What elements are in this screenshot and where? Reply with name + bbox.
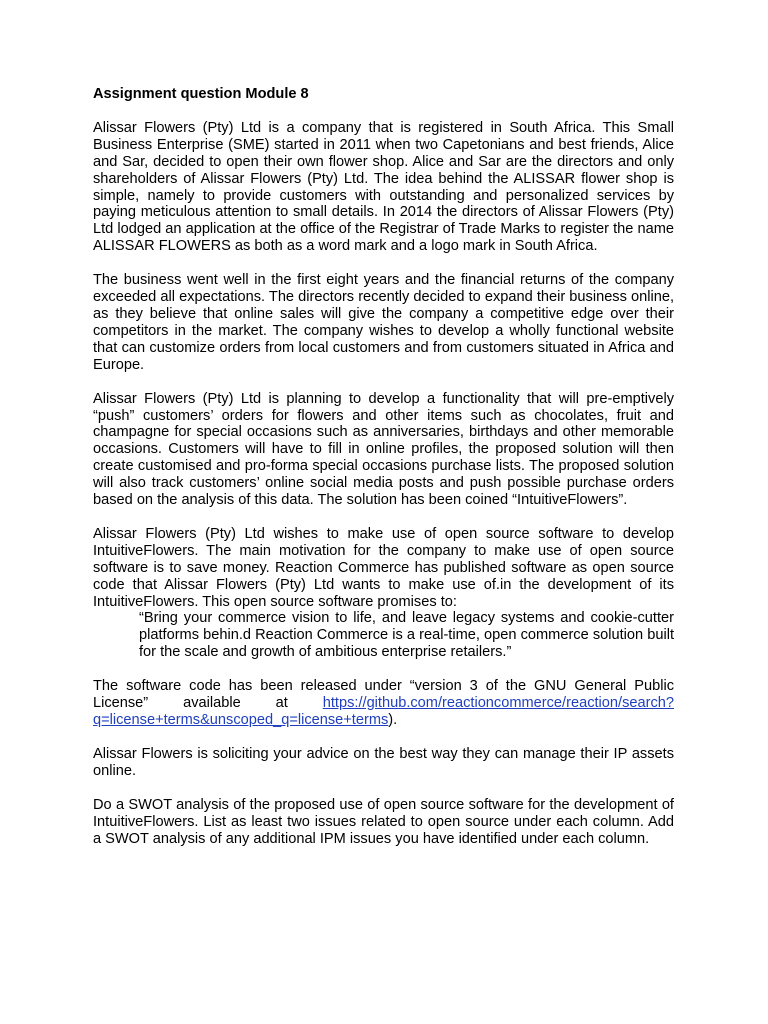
paragraph-swot-instructions: Do a SWOT analysis of the proposed use of open source software for the development of IntuitiveFlowers. List as least two issues related to open source under each column. Add a SWOT analysis of any additional IPM issues you have identified under each column. xyxy=(93,796,674,847)
document-page xyxy=(93,86,674,864)
paragraph-business-expansion: The business went well in the first eight years and the financial returns of the company exceeded all expectations. The directors recently decided to expand their business online, as they believe that online sales will give the company a competitive edge over their competitors in the market. The company wishes to develop a wholly functional website that can customize orders from local customers and from customers situated in Africa and Europe. xyxy=(93,272,674,373)
reaction-commerce-quote: “Bring your commerce vision to life, and leave legacy systems and cookie-cutter platforms behin.d Reaction Commerce is a real-time, open commerce solution built for the scale and growth of ambitious enterprise retailers.” xyxy=(139,610,674,661)
paragraph-advice-request: Alissar Flowers is soliciting your advice on the best way they can manage their IP assets online. xyxy=(93,745,674,779)
paragraph-intuitiveflowers-functionality: Alissar Flowers (Pty) Ltd is planning to develop a functionality that will pre-emptively “push” customers’ orders for flowers and other items such as chocolates, fruit and champagne for special occasions such as anniversaries, birthdays and other memorable occasions. Customers will have to fill in online profiles, the proposed solution will then create customised and pro-forma special occasions purchase lists. The proposed solution will also track customers’ online social media posts and push possible purchase orders based on the analysis of this data. The solution has been coined “IntuitiveFlowers”. xyxy=(93,390,674,509)
paragraph-company-background: Alissar Flowers (Pty) Ltd is a company that is registered in South Africa. This Small Business Enterprise (SME) started in 2011 when two Capetonians and best friends, Alice and Sar, decided to open their own flower shop. Alice and Sar are the directors and only shareholders of Alissar Flowers (Pty) Ltd. The idea behind the ALISSAR flower shop is simple, namely to provide customers with outstanding and personalized services by paying meticulous attention to small details. In 2014 the directors of Alissar Flowers (Pty) Ltd lodged an application at the office of the Registrar of Trade Marks to register the name ALISSAR FLOWERS as both as a word mark and a logo mark in South Africa. xyxy=(93,119,674,255)
license-text: The software code has been released under “version 3 of the GNU General Public License” available at xyxy=(93,678,674,712)
paragraph-open-source-motivation: Alissar Flowers (Pty) Ltd wishes to make use of open source software to develop IntuitiveFlowers. The main motivation for the company to make use of open source software is to save money. Reaction Commerce has published software as open source code that Alissar Flowers (Pty) Ltd wants to make use of.in the development of its IntuitiveFlowers. This open source software promises to: xyxy=(93,525,674,610)
paragraph-license xyxy=(93,678,674,729)
document-title: Assignment question Module 8 xyxy=(93,86,309,102)
license-text-end: ). xyxy=(388,712,398,728)
license-link[interactable]: https://github.com/reactioncommerce/reaction/search?q=license+terms&unscoped_q=license+terms xyxy=(93,695,674,728)
